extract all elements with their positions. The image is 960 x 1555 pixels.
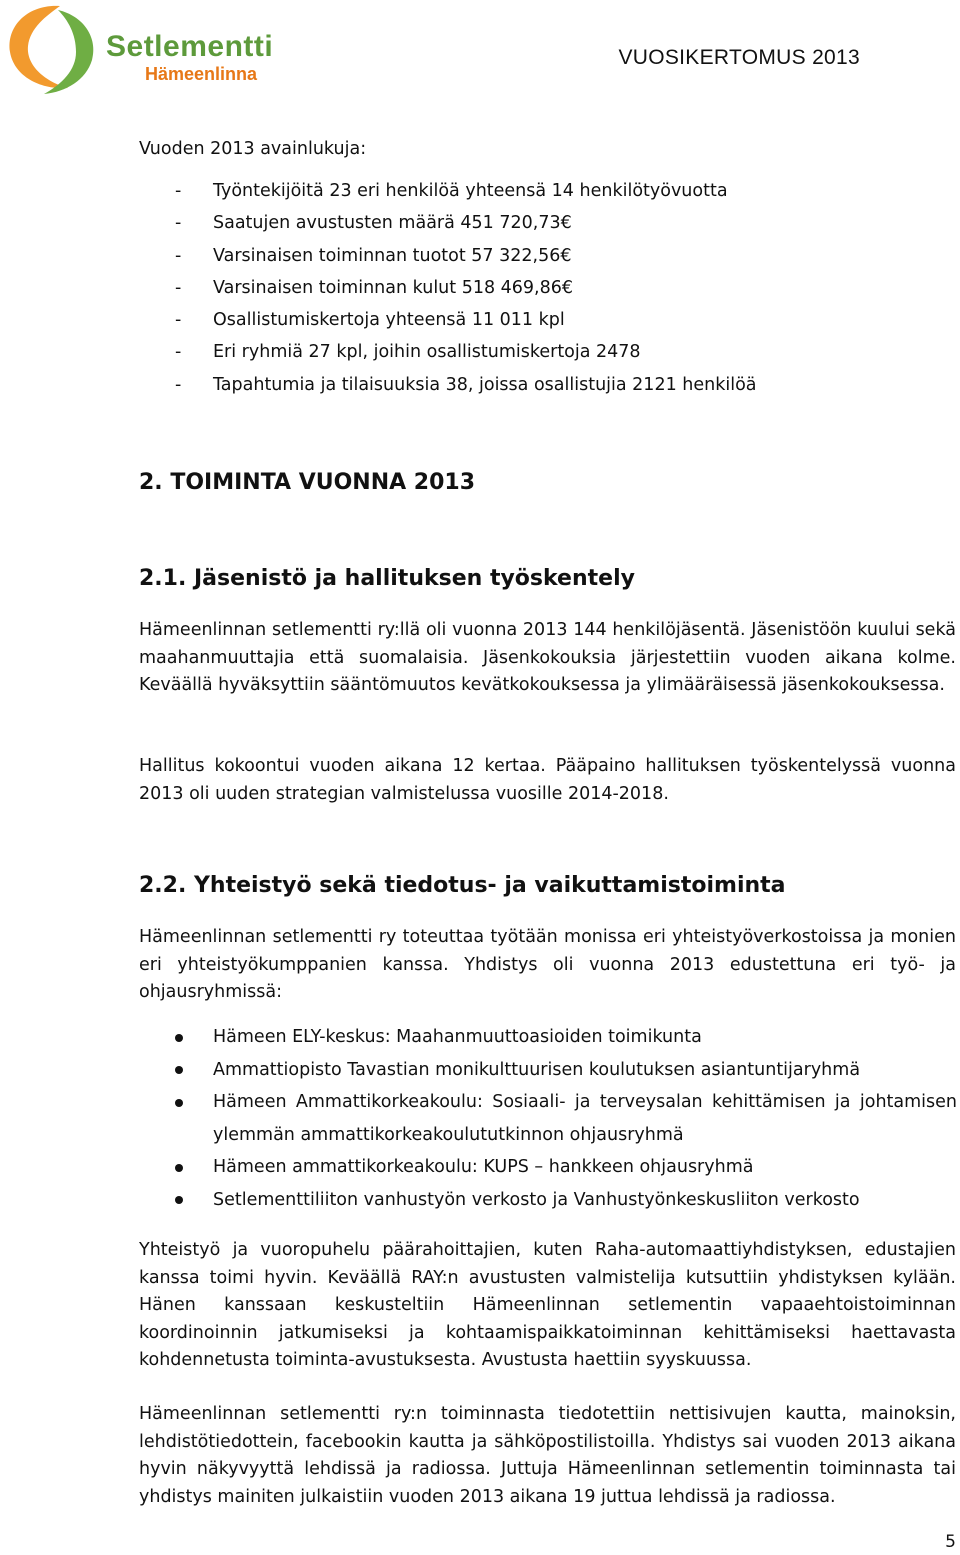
list-item: Setlementtiliiton vanhustyön verkosto ja Vanhustyönkeskusliiton verkosto [175,1184,957,1217]
bullet-icon [175,1034,183,1042]
list-item: - Varsinaisen toiminnan tuotot 57 322,56€ [175,245,572,266]
page-number: 5 [945,1532,956,1552]
logo-city: Hämeenlinna [145,64,258,84]
key-figures-intro: Vuoden 2013 avainlukuja: [139,139,367,159]
list-item: Ammattiopisto Tavastian monikulttuurisen koulutuksen asiantuntijaryhmä [175,1054,957,1087]
list-item: Hämeen Ammattikorkeakoulu: Sosiaali- ja terveysalan kehittämisen ja johtamisen ylemmän ammattikorkeakoulututkinnon ohjausryhmä [175,1086,957,1151]
paragraph: Hallitus kokoontui vuoden aikana 12 kertaa. Pääpaino hallituksen työskentelyssä vuonna 2013 oli uuden strategian valmistelussa vuosille 2014-2018. [139,756,956,804]
list-item: Hämeen ammattikorkeakoulu: KUPS – hankkeen ohjausryhmä [175,1151,957,1184]
list-item: - Työntekijöitä 23 eri henkilöä yhteensä 14 henkilötyövuotta [175,181,728,201]
report-title: VUOSIKERTOMUS 2013 [618,46,860,69]
list-item: - Eri ryhmiä 27 kpl, joihin osallistumiskertoja 2478 [175,342,641,363]
logo-name: Setlementti [106,30,274,63]
subsection-heading: 2.2. Yhteistyö sekä tiedotus- ja vaikuttamistoiminta [139,873,786,898]
section-heading: 2. TOIMINTA VUONNA 2013 [139,470,476,495]
logo-emblem-icon [0,0,110,98]
bullet-icon [175,1099,183,1107]
list-item: - Osallistumiskertoja yhteensä 11 011 kpl [175,310,565,331]
paragraph: Hämeenlinnan setlementti ry toteuttaa työtään monissa eri yhteistyöverkostoissa ja monien eri yhteistyökumppanien kanssa. Yhdistys oli vuonna 2013 edustettuna eri työ- ja ohjausryhmissä: [139,927,956,1002]
paragraph: Yhteistyö ja vuoropuhelu päärahoittajien, kuten Raha-automaattiyhdistyksen, edustajien kanssa toimi hyvin. Keväällä RAY:n avustusten valmistelija kutsuttiin yhdistyksen kylään. Hänen kanssaan keskusteltiin Hämeenlinnan setlementin vapaaehtoistoiminnan koordinoinnin jatkumiseksi ja kohtaamispaikkatoiminnan kehittämiseksi haettavasta kohdennetusta toiminta-avustuksesta. Avustusta haettiin syyskuussa. [139,1240,956,1370]
subsection-heading: 2.1. Jäsenistö ja hallituksen työskentely [139,566,635,591]
list-item: - Varsinaisen toiminnan kulut 518 469,86€ [175,277,574,298]
list-item: Hämeen ELY-keskus: Maahanmuuttoasioiden toimikunta [175,1021,957,1054]
bullet-icon [175,1066,183,1074]
organization-logo [0,0,274,98]
bullet-icon [175,1196,183,1204]
bullet-icon [175,1164,183,1172]
groups-list [175,1021,957,1216]
list-item: - Saatujen avustusten määrä 451 720,73€ [175,213,572,234]
key-figures-list [175,175,757,401]
list-item: - Tapahtumia ja tilaisuuksia 38, joissa osallistujia 2121 henkilöä [175,374,757,395]
paragraph: Hämeenlinnan setlementti ry:n toiminnasta tiedotettiin nettisivujen kautta, mainoksin, lehdistötiedottein, facebookin kautta ja sähköpostilistoilla. Yhdistys sai vuoden 2013 aikana hyvin näkyvyyttä lehdissä ja radiossa. Juttuja Hämeenlinnan setlementin toiminnasta tai yhdistys mainiten julkaistiin vuoden 2013 aikana 19 juttua lehdissä ja radiossa. [139,1404,956,1507]
paragraph: Hämeenlinnan setlementti ry:llä oli vuonna 2013 144 henkilöjäsentä. Jäsenistöön kuului sekä maahanmuuttajia että suomalaisia. Jäsenkokouksia järjestettiin vuoden aikana kolme. Keväällä hyväksyttiin sääntömuutos kevätkokouksessa ja ylimääräisessä jäsenkokouksessa. [139,620,956,695]
